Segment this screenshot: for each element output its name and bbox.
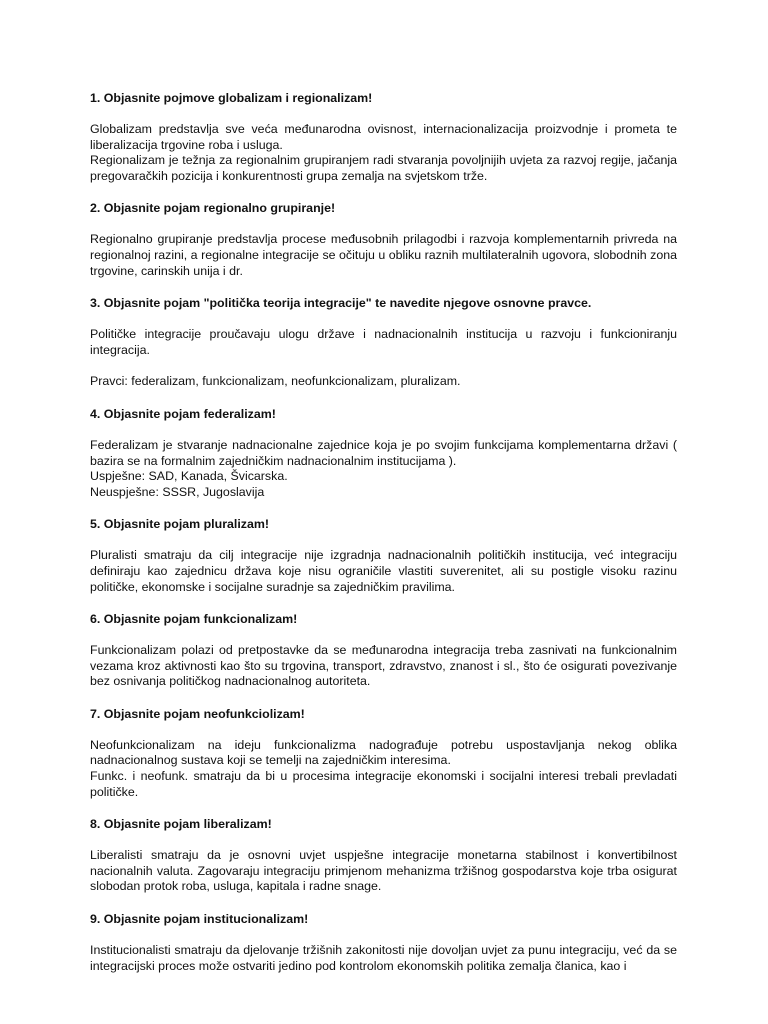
answer-line: Neofunkcionalizam na ideju funkcionalizma nadograđuje potrebu uspostavljanja nekog oblika nadnacionalnog sustava koji se temelji na zajedničkim interesima.: [90, 737, 677, 768]
question-heading: 1. Objasnite pojmove globalizam i regionalizam!: [90, 91, 373, 105]
section-6: [90, 611, 677, 706]
answer-line: Regionalno grupiranje predstavlja procese međusobnih prilagodbi i razvoja komplementarnih privreda na regionalnoj razini, a regionalne integracije se očituju u obliku raznih multilateralnih ugovora, slobodnih zona trgovine, carinskih unija i dr.: [90, 232, 677, 278]
section-7: [90, 706, 677, 816]
section-4: [90, 406, 677, 516]
answer-line: Političke integracije proučavaju ulogu države i nadnacionalnih institucija u razvoju i funkcioniranju integracija.: [90, 327, 677, 357]
section-3: [90, 295, 677, 406]
question-heading: 4. Objasnite pojam federalizam!: [90, 406, 276, 421]
answer-line: Institucionalisti smatraju da djelovanje tržišnih zakonitosti nije dovoljan uvjet za punu integraciju, već da se integracijski proces može ostvariti jedino pod kontrolom ekonomskih politika zemalja članica, kao i: [90, 943, 677, 973]
document-page: [90, 90, 677, 974]
section-8: [90, 816, 677, 911]
answer-line: Federalizam je stvaranje nadnacionalne zajednice koja je po svojim funkcijama komplementarna državi ( bazira se na formalnim zajedničkim nadnacionalnim institucijama ).: [90, 437, 677, 468]
answer-line: Uspješne: SAD, Kanada, Švicarska.: [90, 469, 288, 484]
question-heading: 3. Objasnite pojam "politička teorija integracije" te navedite njegove osnovne pravce.: [90, 296, 592, 311]
answer-line: Funkcionalizam polazi od pretpostavke da se međunarodna integracija treba zasnivati na funkcionalnim vezama kroz aktivnosti kao što su trgovina, transport, zdravstvo, znanost i sl., što će osigurati povezivanje bez osnivanja političkog nadnacionalnog autoriteta.: [90, 643, 677, 689]
answer-line: Liberalisti smatraju da je osnovni uvjet uspješne integracije monetarna stabilnost i konvertibilnost nacionalnih valuta. Zagovaraju integraciju primjenom mehanizma tržišnog gospodarstva koje trba osigurat slobodan protok roba, usluga, kapitala i radne snage.: [90, 848, 677, 894]
answer-line: Funkc. i neofunk. smatraju da bi u procesima integracije ekonomski i socijalni interesi trebali prevladati političke.: [90, 769, 677, 799]
section-5: [90, 516, 677, 611]
answer-line: Globalizam predstavlja sve veća međunarodna ovisnost, internacionalizacija proizvodnje i prometa te liberalizacija trgovine roba i usluga.: [90, 122, 677, 152]
section-1: [90, 90, 677, 200]
question-heading: 9. Objasnite pojam institucionalizam!: [90, 912, 309, 927]
question-heading: 2. Objasnite pojam regionalno grupiranje!: [90, 201, 336, 216]
section-9: [90, 911, 677, 974]
question-heading: 7. Objasnite pojam neofunkciolizam!: [90, 706, 305, 721]
question-heading: 8. Objasnite pojam liberalizam!: [90, 817, 272, 832]
answer-line: Regionalizam je težnja za regionalnim grupiranjem radi stvaranja povoljnijih uvjeta za razvoj regije, jačanja pregovaračkih pozicija i konkurentnosti grupa zemalja na svjetskom trže.: [90, 153, 677, 183]
question-heading: 5. Objasnite pojam pluralizam!: [90, 517, 270, 532]
section-2: [90, 200, 677, 295]
answer-line: Pluralisti smatraju da cilj integracije nije izgradnja nadnacionalnih političkih institucija, već integraciju definiraju kao zajednicu država koje nisu ograničile vlastiti suverenitet, ali su postigle visoku razinu političke, ekonomske i socijalne suradnje sa zajedničkim pravilima.: [90, 548, 677, 594]
question-heading: 6. Objasnite pojam funkcionalizam!: [90, 612, 298, 627]
answer-line: Neuspješne: SSSR, Jugoslavija: [90, 484, 265, 499]
answer-line: Pravci: federalizam, funkcionalizam, neofunkcionalizam, pluralizam.: [90, 374, 461, 389]
